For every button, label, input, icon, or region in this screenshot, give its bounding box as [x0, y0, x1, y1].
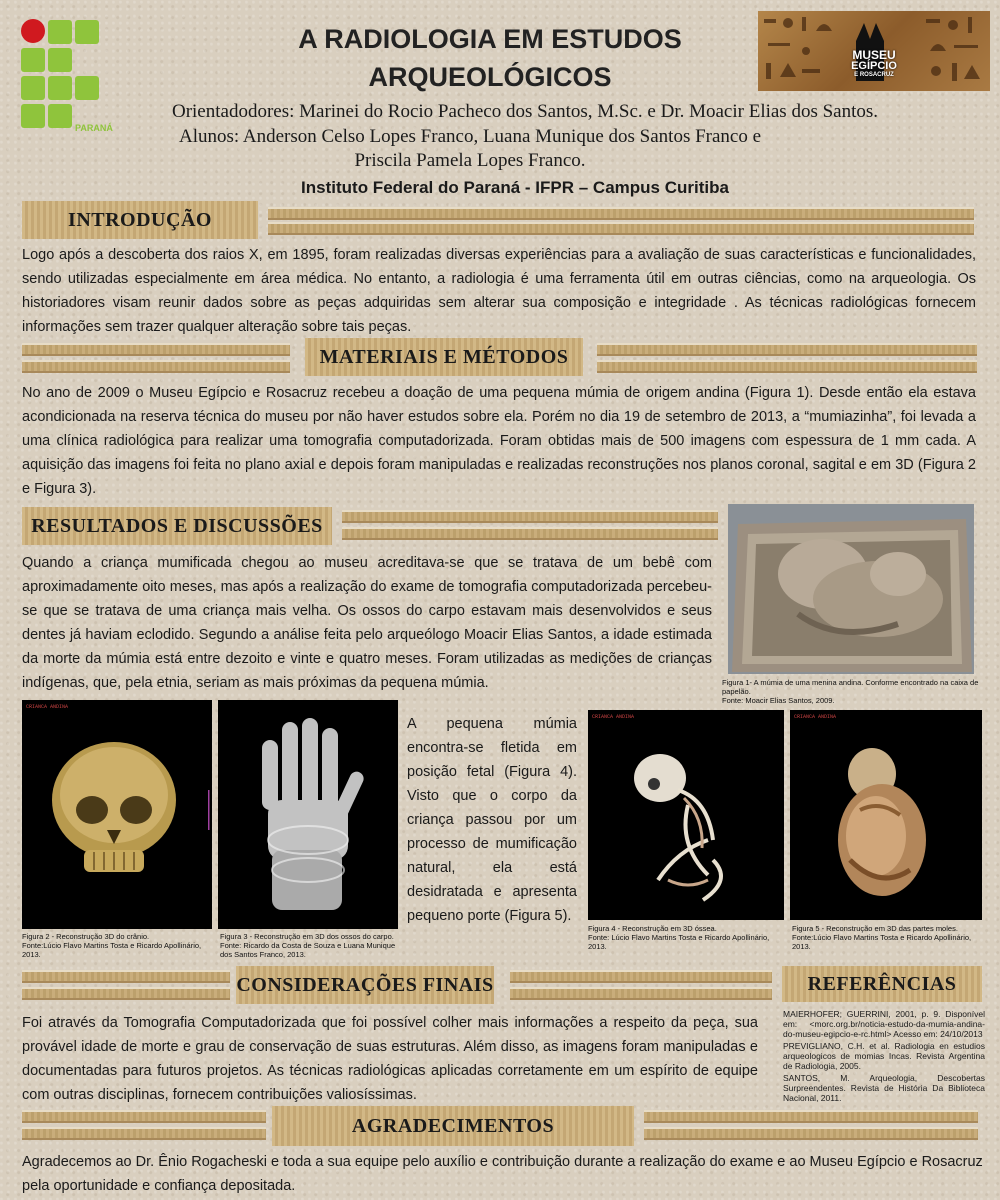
intro-heading: INTRODUÇÃO — [22, 201, 258, 239]
museum-logo-text: MUSEU — [852, 48, 896, 62]
reference-item: PREVIGLIANO, C.H. et al. Radiologia en estudios arqueologicos de momias Incas. Revista Argentina de Radiologia, 2005. — [783, 1041, 985, 1071]
advisors: Orientadodores: Marinei do Rocio Pacheco dos Santos, M.Sc. e Dr. Moacir Elias dos Santos. — [171, 101, 879, 122]
ifpr-logo-text: PARANÁ — [75, 123, 113, 133]
divider — [22, 970, 230, 983]
students: Priscila Pamela Lopes Franco. — [354, 150, 586, 171]
museum-logo-text: EGÍPCIO — [851, 60, 897, 72]
institution: Instituto Federal do Paraná - IFPR – Campus Curitiba — [301, 178, 729, 197]
scan-label: CRIANCA ANDINA — [794, 714, 837, 720]
figure-1-image — [728, 504, 974, 674]
figure-4-caption: Figura 4 - Reconstrução em 3D óssea. Fonte: Lúcio Flavo Martins Tosta e Ricardo Apollinário, 2013. — [588, 924, 770, 951]
divider — [22, 1110, 266, 1123]
divider — [342, 510, 718, 523]
figure-5-caption: Figura 5 - Reconstrução em 3D das partes moles. Fonte:Lúcio Flavo Martins Tosta e Ricardo Apollinário, 2013. — [792, 924, 972, 951]
divider — [268, 222, 974, 235]
results-heading: RESULTADOS E DISCUSSÕES — [22, 507, 332, 545]
poster-title — [230, 20, 750, 96]
thanks-heading: AGRADECIMENTOS — [272, 1106, 634, 1146]
divider — [644, 1127, 978, 1140]
scan-label: CRIANCA ANDINA — [26, 704, 69, 710]
title-line: A RADIOLOGIA EM ESTUDOS — [298, 24, 682, 54]
title-line: ARQUEOLÓGICOS — [368, 62, 612, 92]
thanks-text: Agradecemos ao Dr. Ênio Rogacheski e toda a sua equipe pelo auxílio e contribuição durante a realização do exame e ao Museu Egípcio e Rosacruz pela oportunidade e confiança depositada. — [22, 1154, 983, 1194]
figure-1-caption: Figura 1- A múmia de uma menina andina. Conforme encontrado na caixa de papelão. Fonte: Moacir Elias Santos, 2009. — [722, 678, 979, 705]
methods-text: No ano de 2009 o Museu Egípcio e Rosacruz recebeu a doação de uma pequena múmia de origem andina (Figura 1). Desde então ela estava acondicionada na reserva técnica do museu por não haver estudos sobre ela. Porém no dia 19 de setembro de 2013, a “mumiazinha”, foi levada a uma clínica radiológica para realizar uma tomografia computadorizada. Foram obtidas mais de 500 imagens com espessura de 1 mm cada. A aquisição das imagens foi feita no plano axial e depois foram manipuladas e realizadas reconstruções nos planos coronal, sagital e em 3D (Figura 2 e Figura 3). — [22, 385, 976, 497]
divider — [22, 360, 290, 373]
conclusions-heading: CONSIDERAÇÕES FINAIS — [236, 966, 494, 1004]
students: Alunos: Anderson Celso Lopes Franco, Luana Munique dos Santos Franco e — [178, 126, 762, 147]
references-list — [783, 1009, 985, 1103]
intro-text: Logo após a descoberta dos raios X, em 1895, foram realizadas diversas experiências para a avaliação de suas características e funcionalidades, sendo utilizadas especialmente em área médica. No entanto, a radiologia é uma ferramenta útil em outras ciências, como na arqueologia. Os historiadores visam reunir dados sobre as peças adquiridas sem alterar sua composição e integridade . As técnicas radiológicas fornecem informações sem trazer qualquer alteração sobre tais peças. — [22, 247, 976, 335]
divider — [597, 360, 977, 373]
divider — [644, 1110, 978, 1123]
divider — [342, 527, 718, 540]
divider — [510, 987, 772, 1000]
museum-logo — [758, 11, 990, 91]
figure-2-caption: Figura 2 - Reconstrução 3D do crânio. Fonte:Lúcio Flavo Martins Tosta e Ricardo Apollinário, 2013. — [22, 932, 202, 959]
divider — [22, 1127, 266, 1140]
divider — [22, 987, 230, 1000]
divider — [597, 343, 977, 356]
reference-item: MAIERHOFER; GUERRINI, 2001, p. 9. Disponível em: <morc.org.br/noticia-estudo-da-mumia-andina-do-museu-egipcio-e-rc.html> Acesso em: 24/10/2013 — [783, 1009, 985, 1039]
references-heading: REFERÊNCIAS — [782, 966, 982, 1002]
results-middle-text: A pequena múmia encontra-se fletida em posição fetal (Figura 4). Visto que o corpo da criança passou por um processo de mumificação natural, ela está desidratada e apresenta pequeno porte (Figura 5). — [407, 716, 577, 924]
divider — [22, 343, 290, 356]
figure-3-caption: Figura 3 - Reconstrução em 3D dos ossos do carpo. Fonte: Ricardo da Costa de Souza e Luana Munique dos Santos Franco, 2013. — [220, 932, 396, 959]
conclusions-text: Foi através da Tomografia Computadorizada que foi possível colher mais informações a respeito da peça, sua provável idade de morte e grau de conservação de suas estruturas. Além disso, as imagens foram manipuladas e documentadas para futuros projetos. As técnicas radiológicas aplicadas corretamente em um espírito de equipe com outras disciplinas, fornecem contribuições valiosíssimas. — [22, 1015, 758, 1103]
scan-label: CRIANCA ANDINA — [592, 714, 635, 720]
divider — [268, 207, 974, 220]
figure-2-image — [22, 700, 212, 929]
reference-item: SANTOS, M. Arqueologia, Descobertas Surpreendentes. Revista de História Da Biblioteca Nacional, 2011. — [783, 1073, 985, 1103]
results-text: Quando a criança mumificada chegou ao museu acreditava-se que se tratava de um bebê com aproximadamente oito meses, mas após a realização do exame de tomografia computadorizada percebeu-se que se tratava de uma criança mais velha. Os ossos do carpo estavam mais desenvolvidos e seus dentes já haviam eclodido. Segundo a análise feita pelo arqueólogo Moacir Elias Santos, a idade estimada da morte da múmia está entre dezoito e vinte e quatro meses. Foram utilizadas as medições de crianças indígenas, que, pela etnia, seriam as mais próximas da pequena múmia. — [22, 555, 712, 691]
figure-5-image — [790, 710, 982, 920]
museum-logo-text: E ROSACRUZ — [854, 72, 894, 78]
divider — [510, 970, 772, 983]
ifpr-logo — [20, 17, 116, 135]
figure-3-image — [218, 700, 398, 929]
figure-4-image — [588, 710, 784, 920]
methods-heading: MATERIAIS E MÉTODOS — [305, 338, 583, 376]
